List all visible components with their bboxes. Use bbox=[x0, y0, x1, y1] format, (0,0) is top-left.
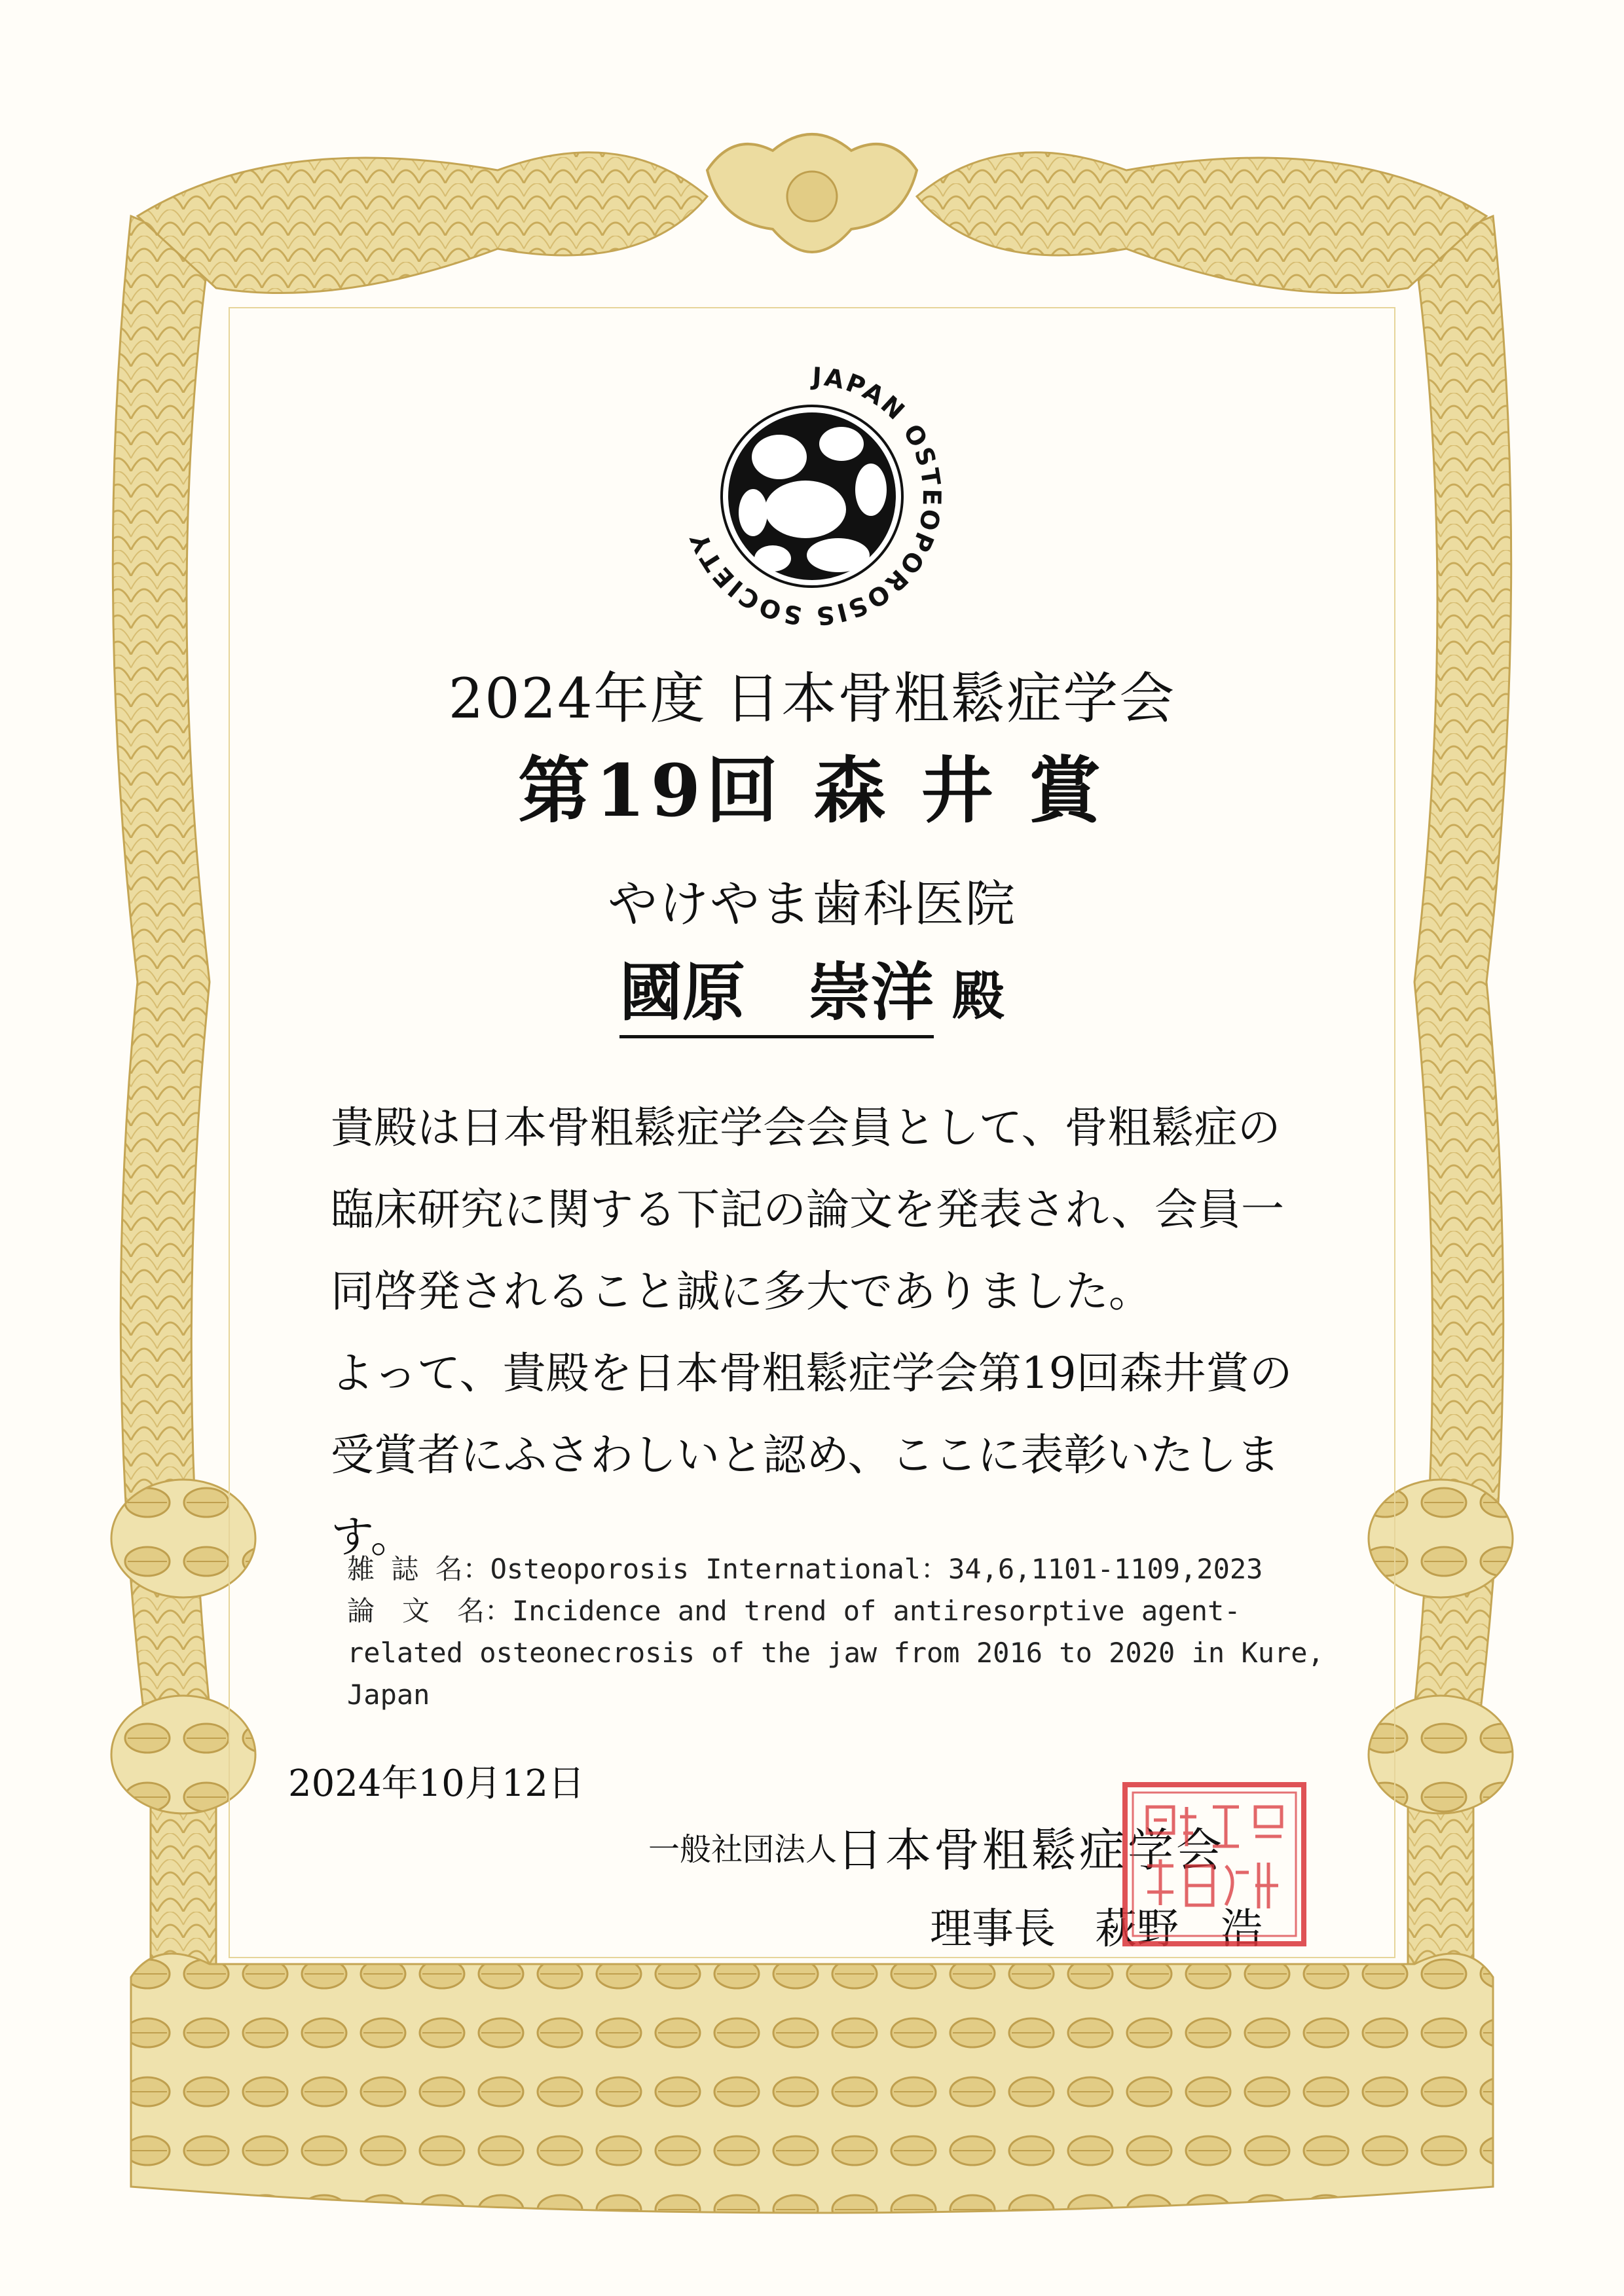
citation-line: す。 bbox=[331, 1512, 414, 1562]
award-name-title: 第19回 森 井 賞 bbox=[518, 748, 1106, 833]
award-date: 2024年10月12日 bbox=[288, 1762, 585, 1805]
award-year-society-title: 2024年度 日本骨粗鬆症学会 bbox=[448, 666, 1176, 731]
citation-body bbox=[331, 1087, 1313, 1578]
logo-ring-text: JAPAN OSTEOPOROSIS SOCIETY bbox=[684, 361, 947, 631]
recipient-honorific: 殿 bbox=[952, 965, 1005, 1027]
recipient-name-line bbox=[0, 943, 1624, 1038]
organization-type: 一般社団法人 bbox=[648, 1831, 838, 1868]
paper-title-line: related osteonecrosis of the jaw from 2016 to 2020 in Kure, bbox=[347, 1637, 1324, 1669]
official-red-seal-icon bbox=[1121, 1781, 1308, 1948]
citation-line: 臨床研究に関する下記の論文を発表され、会員一 bbox=[331, 1184, 1284, 1235]
paper-title-line: Japan bbox=[347, 1679, 430, 1711]
citation-line: 受賞者にふさわしいと認め、ここに表彰いたしま bbox=[331, 1430, 1280, 1480]
journal-reference-line: 雑 誌 名：Osteoporosis International：34,6,1101-1109,2023 bbox=[347, 1553, 1263, 1585]
organization-name: 日本骨粗鬆症学会 bbox=[837, 1823, 1225, 1877]
paper-reference-block bbox=[347, 1548, 1324, 1716]
signatory-name: 萩野 浩 bbox=[1095, 1905, 1263, 1954]
recipient-affiliation: やけやま歯科医院 bbox=[608, 875, 1016, 933]
citation-line: 貴殿は日本骨粗鬆症学会会員として、骨粗鬆症の bbox=[331, 1102, 1281, 1153]
paper-title-line: 論 文 名：Incidence and trend of antiresorptive agent- bbox=[347, 1595, 1241, 1627]
citation-line: よって、貴殿を日本骨粗鬆症学会第19回森井賞の bbox=[331, 1348, 1293, 1398]
recipient-name: 國原 崇洋 bbox=[619, 943, 934, 1038]
signatory-title: 理事長 bbox=[930, 1905, 1056, 1954]
trabecular-bone-logo-icon bbox=[674, 359, 950, 634]
citation-line: 同啓発されること誠に多大でありました。 bbox=[331, 1266, 1152, 1317]
